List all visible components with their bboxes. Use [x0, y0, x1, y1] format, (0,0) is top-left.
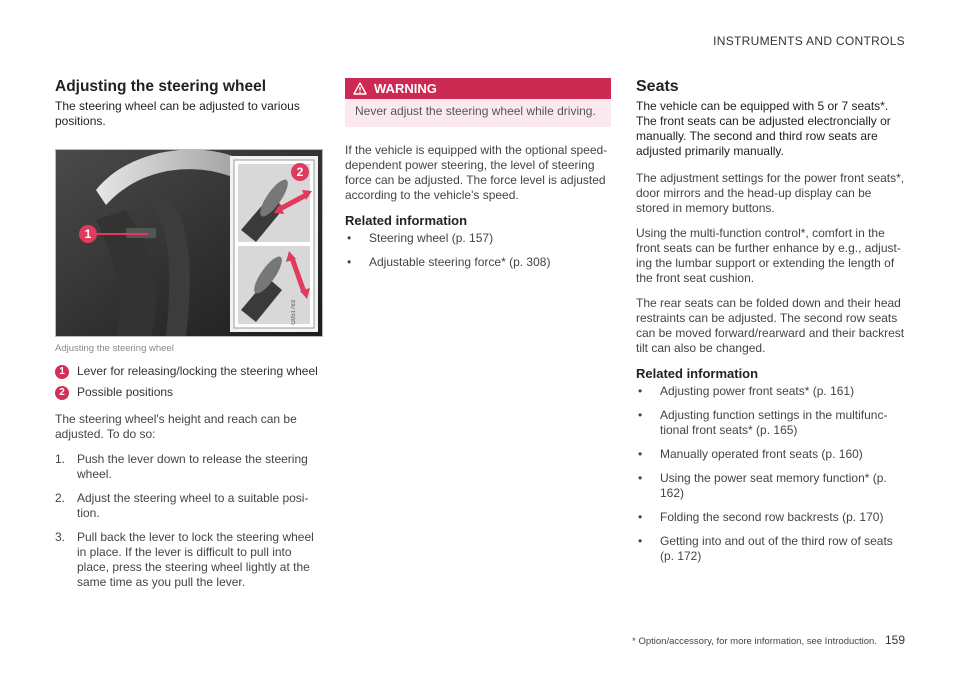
related-link[interactable]	[636, 534, 906, 564]
bullet-icon: •	[638, 510, 643, 524]
related-link-text: Folding the second row backrests (p. 170)	[660, 510, 884, 524]
figure-caption: Adjusting the steering wheel	[55, 343, 174, 354]
bullet-icon: •	[638, 408, 643, 422]
step-text: Adjust the steering wheel to a suitable posi-tion.	[77, 491, 309, 520]
warning-label: WARNING	[374, 81, 437, 96]
warning-triangle-icon	[353, 82, 367, 95]
related-link[interactable]	[636, 447, 906, 462]
step-number: 1.	[55, 452, 66, 466]
power-steering-text: If the vehicle is equipped with the optional speed-dependent power steering, the level of steering force can be adjusted. The force level is adjusted according to the vehicle's speed.	[345, 143, 608, 202]
figure-code: G051763	[291, 300, 297, 325]
related-link[interactable]	[636, 471, 906, 501]
section-lead: The steering wheel can be adjusted to various positions.	[55, 99, 300, 128]
running-header: INSTRUMENTS AND CONTROLS	[713, 34, 905, 48]
related-link[interactable]	[636, 408, 906, 438]
step-text: Pull back the lever to lock the steering wheel in place. If the lever is difficult to pull into place, press the steering wheel lightly at the same time as you pull the lever.	[77, 530, 314, 589]
warning-text: Never adjust the steering wheel while driving.	[355, 104, 596, 118]
related-list	[636, 384, 906, 564]
seats-section	[636, 78, 906, 573]
page-footer	[632, 633, 905, 647]
warning-box	[345, 78, 611, 127]
legend-item	[55, 364, 321, 379]
related-link[interactable]	[636, 384, 906, 399]
legend-number-badge: 1	[55, 365, 69, 379]
steering-section	[55, 78, 321, 599]
related-link-text: Adjustable steering force* (p. 308)	[369, 255, 551, 269]
seats-paragraph: The rear seats can be folded down and their head restraints can be adjusted. The second row seats can be moved forward/rearward and their backrest tilt can also be changed.	[636, 296, 905, 355]
step-item	[55, 491, 321, 521]
bullet-icon: •	[638, 534, 643, 548]
page-number: 159	[884, 633, 905, 647]
steering-figure	[55, 149, 323, 337]
related-link[interactable]	[345, 231, 611, 246]
bullet-icon: •	[638, 447, 643, 461]
legend-text: Possible positions	[77, 385, 174, 399]
related-link[interactable]	[636, 510, 906, 525]
bullet-icon: •	[347, 255, 352, 269]
seats-paragraph: Using the multi-function control*, comfort in the front seats can be further enhance by e.g., adjust-ing the lumbar support or extending the length of the front seat cushion.	[636, 226, 901, 285]
related-link-text: Adjusting function settings in the multifunc-tional front seats* (p. 165)	[660, 408, 888, 437]
related-info-heading: Related information	[636, 366, 759, 381]
section-lead: The vehicle can be equipped with 5 or 7 seats*. The front seats can be adjusted electroncially or manually. The second and third row seats are adjusted primarily manually.	[636, 99, 891, 158]
bullet-icon: •	[347, 231, 352, 245]
section-title: Seats	[636, 78, 679, 95]
bullet-icon: •	[638, 471, 643, 485]
steps-intro: The steering wheel's height and reach can be adjusted. To do so:	[55, 412, 297, 441]
step-text: Push the lever down to release the steering wheel.	[77, 452, 308, 481]
related-list	[345, 231, 611, 270]
legend-number-badge: 2	[55, 386, 69, 400]
related-link[interactable]	[345, 255, 611, 270]
seats-paragraph: The adjustment settings for the power front seats*, door mirrors and the head-up display can be stored in memory buttons.	[636, 171, 905, 215]
step-number: 3.	[55, 530, 66, 544]
related-link-text: Using the power seat memory function* (p. 162)	[660, 471, 887, 500]
legend-item	[55, 385, 321, 400]
related-link-text: Adjusting power front seats* (p. 161)	[660, 384, 855, 398]
step-number: 2.	[55, 491, 66, 505]
steering-illustration	[56, 150, 322, 336]
callout-1: 1	[84, 227, 92, 241]
related-info-heading: Related information	[345, 213, 468, 228]
warning-header	[345, 78, 611, 99]
steps-list	[55, 452, 321, 590]
section-title: Adjusting the steering wheel	[55, 78, 266, 95]
warning-column	[345, 78, 611, 279]
related-link-text: Manually operated front seats (p. 160)	[660, 447, 863, 461]
bullet-icon: •	[638, 384, 643, 398]
callout-2: 2	[296, 165, 304, 179]
legend-text: Lever for releasing/locking the steering wheel	[77, 364, 318, 378]
related-link-text: Steering wheel (p. 157)	[369, 231, 494, 245]
step-item	[55, 530, 321, 590]
footnote: * Option/accessory, for more information, see Introduction.	[632, 636, 877, 647]
related-link-text: Getting into and out of the third row of seats (p. 172)	[660, 534, 893, 563]
step-item	[55, 452, 321, 482]
